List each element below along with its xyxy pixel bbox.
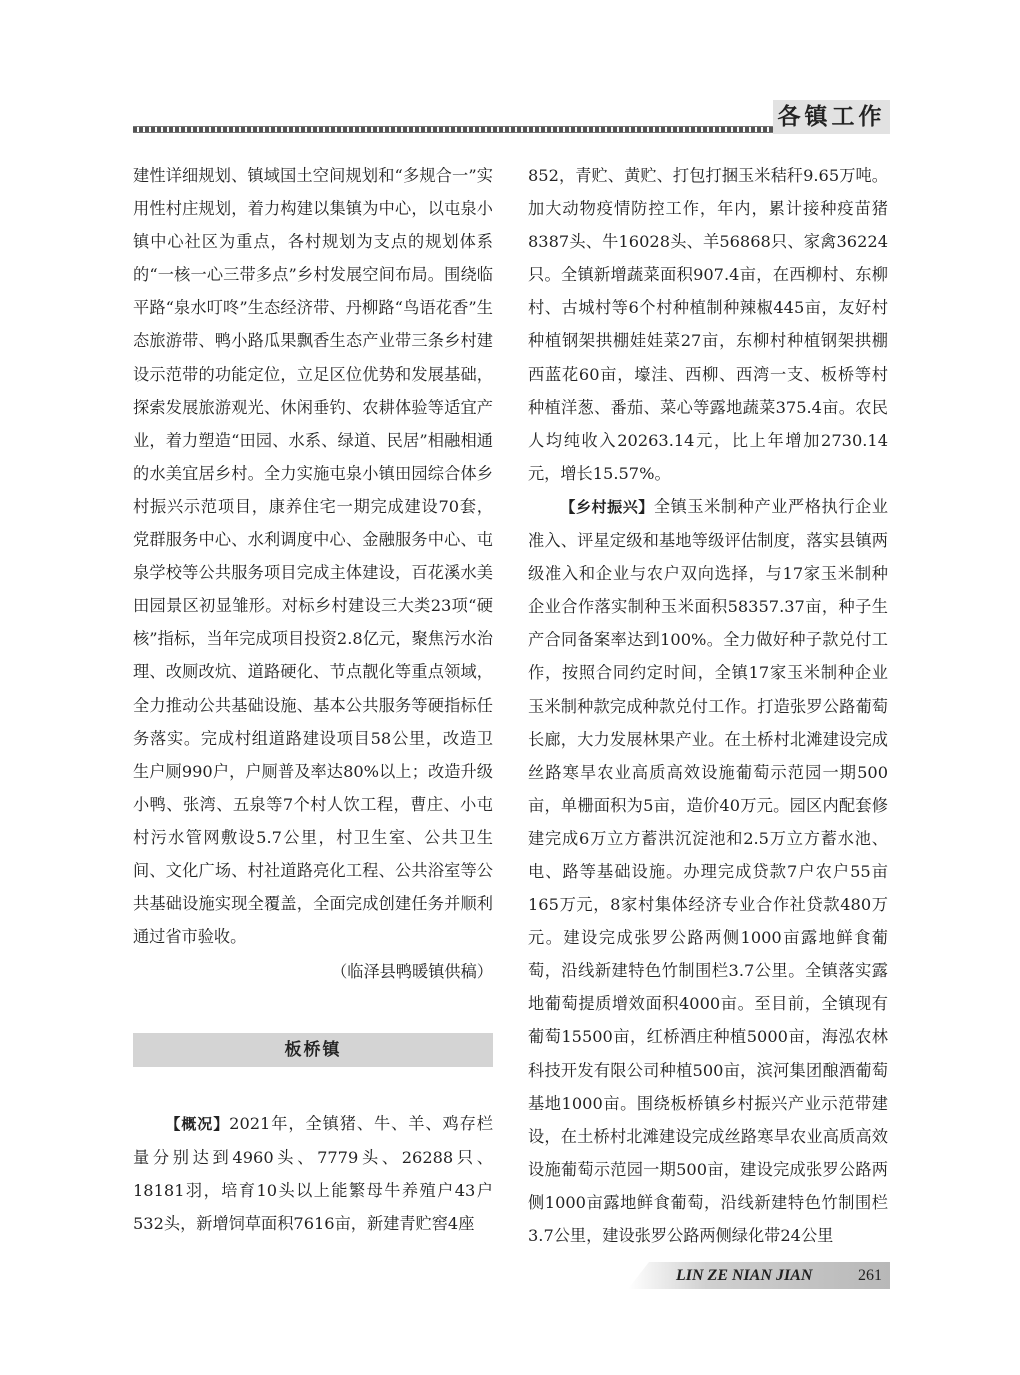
source-credit: （临泽县鸭暖镇供稿） [331, 962, 493, 982]
revival-text: 全镇玉米制种产业严格执行企业准入、评星定级和基地等级评估制度，落实县镇两级准入和企业与农户双向选择，与17家玉米制种企业合作落实制种玉米面积58357.37亩，种子生产合同备案率达到100%。全力做好种子款兑付工作，按照合同约定时间，全镇17家玉米制种企业玉米制种款完成种款兑付工作。打造张罗公路葡萄长廊，大力发展林果产业。在土桥村北滩建设完成丝路寒旱农业高质高效设施葡萄示范园一期500亩，单栅面积为5亩，造价40万元。园区内配套修建完成6万立方蓄洪沉淀池和2.5万立方蓄水池、电、路等基础设施。办理完成贷款7户农户55亩165万元，8家村集体经济专业合作社贷款480万元。建设完成张罗公路两侧1000亩露地鲜食葡萄，沿线新建特色竹制围栏3.7公里。全镇落实露地葡萄提质增效面积4000亩。至目前，全镇现有葡萄15500亩，红桥酒庄种植5000亩，海泓农林科技开发有限公司种植500亩，滨河集团酿酒葡萄基地1000亩。围绕板桥镇乡村振兴产业示范带建设，在土桥村北滩建设完成丝路寒旱农业高质高效设施葡萄示范园一期500亩，建设完成张罗公路两侧1000亩露地鲜食葡萄，沿线新建特色竹制围栏3.7公里，建设张罗公路两侧绿化带24公里 [528, 496, 888, 1245]
right-paragraph-continued: 852，青贮、黄贮、打包打捆玉米秸秆9.65万吨。加大动物疫情防控工作，年内，累计接种疫苗猪8387头、牛16028头、羊56868只、家禽36224只。全镇新增蔬菜面积907.4亩，在西柳村、东柳村、古城村等6个村种植制种辣椒445亩，友好村种植钢架拱棚娃娃菜27亩，东柳村种植钢架拱棚西蓝花60亩，壕洼、西柳、西湾一支、板桥等村种植洋葱、番茄、菜心等露地蔬菜375.4亩。农民人均纯收入20263.14元，比上年增加2730.14元，增长15.57%。 [528, 166, 888, 483]
revival-tag: 【乡村振兴】 [560, 497, 654, 516]
header-decorative-rule [133, 126, 773, 133]
journal-name: LIN ZE NIAN JIAN [676, 1267, 813, 1284]
revival-paragraph [528, 490, 888, 1252]
overview-text: 2021年，全镇猪、牛、羊、鸡存栏量分别达到4960头、7779头、26288只、18181羽，培育10头以上能繁母牛养殖户43户532头，新增饲草面积7616亩，新建青贮窖4座 [133, 1114, 493, 1234]
left-paragraph: 建性详细规划、镇域国土空间规划和“多规合一”实用性村庄规划，着力构建以集镇为中心，以屯泉小镇中心社区为重点，各村规划为支点的规划体系的“一核一心三带多点”乡村发展空间布局。围绕临平路“泉水叮咚”生态经济带、丹柳路“鸟语花香”生态旅游带、鸭小路瓜果飘香生态产业带三条乡村建设示范带的功能定位，立足区位优势和发展基础，探索发展旅游观光、休闲垂钓、农耕体验等适宜产业，着力塑造“田园、水系、绿道、民居”相融相通的水美宜居乡村。全力实施屯泉小镇田园综合体乡村振兴示范项目，康养住宅一期完成建设70套，党群服务中心、水利调度中心、金融服务中心、屯泉学校等公共服务项目完成主体建设，百花溪水美田园景区初显雏形。对标乡村建设三大类23项“硬核”指标，当年完成项目投资2.8亿元，聚焦污水治理、改厕改炕、道路硬化、节点靓化等重点领域，全力推动公共基础设施、基本公共服务等硬指标任务落实。完成村组道路建设项目58公里，改造卫生户厕990户，户厕普及率达80%以上；改造升级小鸭、张湾、五泉等7个村人饮工程，曹庄、小屯村污水管网敷设5.7公里，村卫生室、公共卫生间、文化广场、村社道路亮化工程、公共浴室等公共基础设施实现全覆盖，全面完成创建任务并顺利通过省市验收。 [133, 166, 493, 947]
section-title-tab: 各镇工作 [773, 100, 890, 134]
overview-tag: 【概况】 [165, 1115, 230, 1133]
left-column [133, 159, 493, 988]
page-number: 261 [858, 1267, 882, 1284]
overview-paragraph [133, 1107, 493, 1240]
right-column [528, 159, 888, 1252]
overview-section [133, 1107, 493, 1240]
town-heading: 板桥镇 [133, 1033, 493, 1067]
